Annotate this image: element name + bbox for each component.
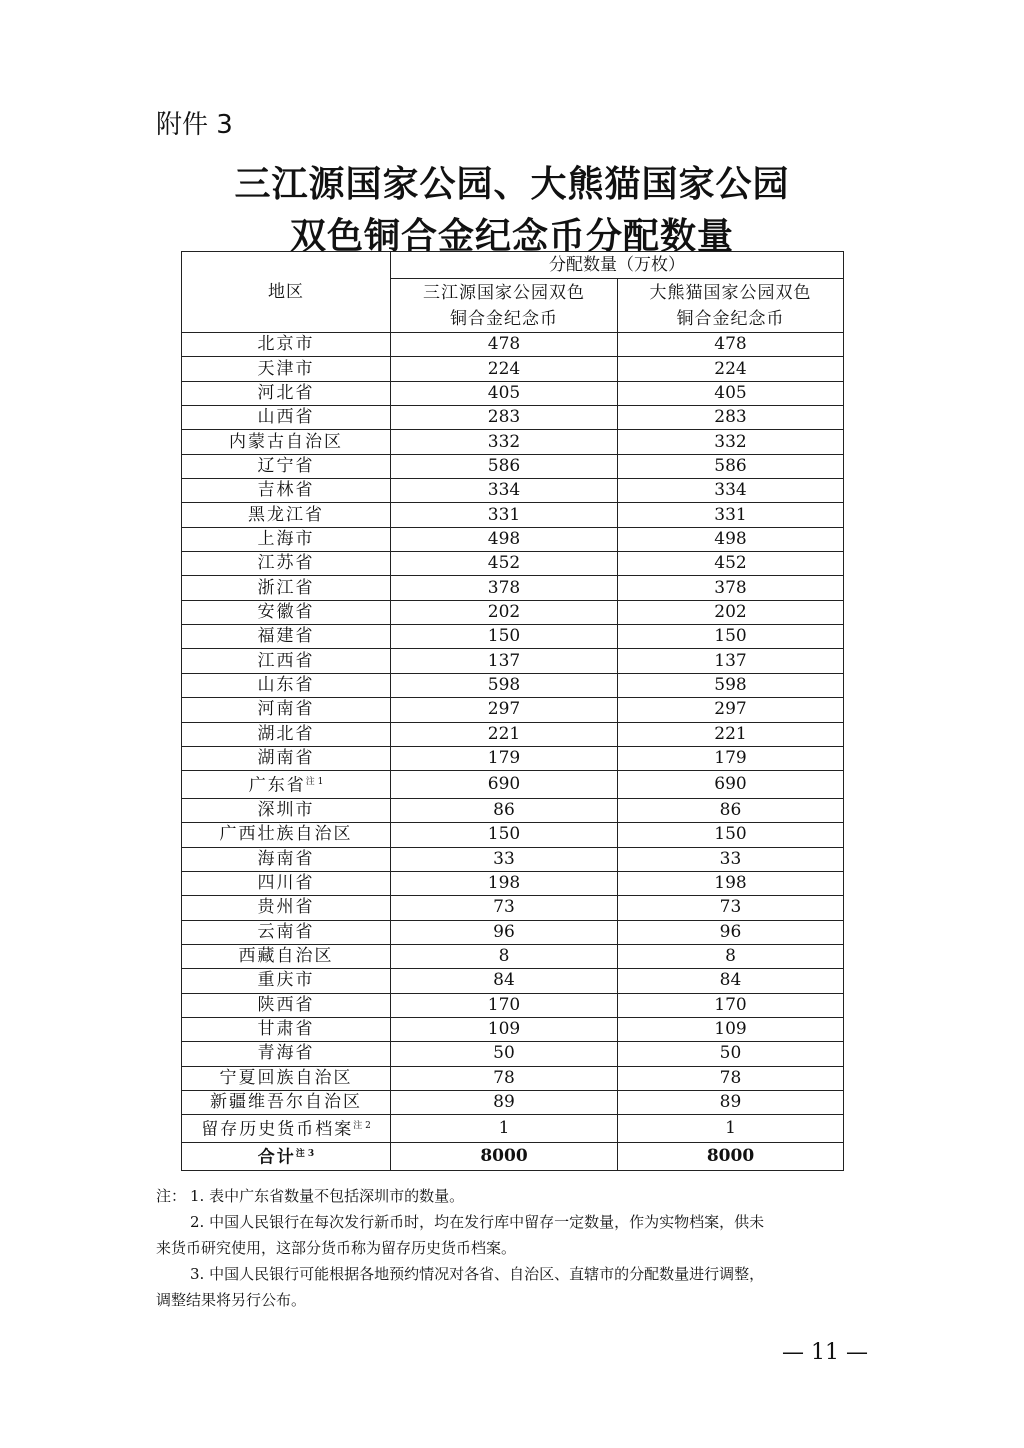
table-row (182, 771, 844, 799)
giant-panda-qty-cell: 331 (618, 503, 844, 527)
quantity-header: 分配数量（万枚） (391, 252, 844, 279)
giant-panda-qty-cell: 334 (618, 479, 844, 503)
giant-panda-qty-cell: 598 (618, 673, 844, 697)
table-row (182, 527, 844, 551)
sanjiangyuan-qty-cell: 1 (391, 1115, 618, 1143)
table-row (182, 969, 844, 993)
table-row (182, 649, 844, 673)
document-title-line1: 三江源国家公园、大熊猫国家公园 (234, 164, 790, 205)
sanjiangyuan-qty-cell: 334 (391, 479, 618, 503)
giant-panda-qty-cell: 283 (618, 406, 844, 430)
table-row (182, 1042, 844, 1066)
region-cell: 西藏自治区 (182, 944, 391, 968)
sanjiangyuan-qty-cell: 96 (391, 920, 618, 944)
giant-panda-qty-cell: 109 (618, 1017, 844, 1041)
giant-panda-qty-cell: 150 (618, 823, 844, 847)
giant-panda-qty-cell: 170 (618, 993, 844, 1017)
giant-panda-qty-cell: 137 (618, 649, 844, 673)
giant-panda-qty-cell: 1 (618, 1115, 844, 1143)
region-cell: 天津市 (182, 357, 391, 381)
region-cell: 黑龙江省 (182, 503, 391, 527)
table-row (182, 673, 844, 697)
table-row (182, 479, 844, 503)
giant-panda-qty-cell: 86 (618, 798, 844, 822)
region-cell: 江苏省 (182, 552, 391, 576)
footnote-1: 注： 1. 表中广东省数量不包括深圳市的数量。 (156, 1183, 876, 1209)
sanjiangyuan-qty-cell: 137 (391, 649, 618, 673)
table-row (182, 600, 844, 624)
giant-panda-qty-cell: 297 (618, 698, 844, 722)
region-cell: 福建省 (182, 625, 391, 649)
giant-panda-qty-cell: 150 (618, 625, 844, 649)
sanjiangyuan-qty-cell: 73 (391, 896, 618, 920)
table-row (182, 1066, 844, 1090)
sanjiangyuan-qty-cell: 297 (391, 698, 618, 722)
table-row (182, 944, 844, 968)
sanjiangyuan-qty-cell: 331 (391, 503, 618, 527)
region-cell: 山东省 (182, 673, 391, 697)
region-cell: 深圳市 (182, 798, 391, 822)
region-cell: 湖北省 (182, 722, 391, 746)
region-cell: 辽宁省 (182, 454, 391, 478)
giant-panda-qty-cell: 96 (618, 920, 844, 944)
table-row (182, 871, 844, 895)
region-cell: 四川省 (182, 871, 391, 895)
giant-panda-qty-cell: 89 (618, 1090, 844, 1114)
sanjiangyuan-qty-cell: 378 (391, 576, 618, 600)
table-row (182, 698, 844, 722)
region-cell: 广东省$^{注 1}$ (182, 771, 391, 799)
region-cell: 云南省 (182, 920, 391, 944)
footnote-ref: 注 3 (295, 1148, 315, 1159)
table-row (182, 576, 844, 600)
sanjiangyuan-qty-cell: 498 (391, 527, 618, 551)
footnote-3: 3. 中国人民银行可能根据各地预约情况对各省、自治区、直辖市的分配数量进行调整， (190, 1265, 765, 1283)
giant-panda-qty-cell: 50 (618, 1042, 844, 1066)
giant-panda-qty-cell: 586 (618, 454, 844, 478)
table-row (182, 722, 844, 746)
sanjiangyuan-qty-cell: 8 (391, 944, 618, 968)
table-row (182, 1017, 844, 1041)
giant-panda-qty-cell: 690 (618, 771, 844, 799)
sanjiangyuan-qty-cell: 179 (391, 746, 618, 770)
giant-panda-qty-cell: 179 (618, 746, 844, 770)
table-row (182, 552, 844, 576)
sanjiangyuan-qty-cell: 50 (391, 1042, 618, 1066)
sanjiangyuan-qty-cell: 283 (391, 406, 618, 430)
region-cell: 合计$^{注 3}$ (182, 1142, 391, 1170)
giant-panda-qty-cell: 221 (618, 722, 844, 746)
table-row (182, 430, 844, 454)
footnote-ref: 注 1 (305, 777, 324, 788)
region-cell: 山西省 (182, 406, 391, 430)
sanjiangyuan-qty-cell: 598 (391, 673, 618, 697)
region-cell: 河南省 (182, 698, 391, 722)
region-cell: 吉林省 (182, 479, 391, 503)
sanjiangyuan-qty-cell: 224 (391, 357, 618, 381)
giant-panda-qty-cell: 73 (618, 896, 844, 920)
sanjiangyuan-coin-header: 三江源国家公园双色 铜合金纪念币 (391, 279, 618, 333)
giant-panda-qty-cell: 8000 (618, 1142, 844, 1170)
region-cell: 湖南省 (182, 746, 391, 770)
sanjiangyuan-qty-cell: 33 (391, 847, 618, 871)
table-row (182, 798, 844, 822)
table-row (182, 746, 844, 770)
footnote-3-cont: 调整结果将另行公布。 (156, 1291, 307, 1309)
giant-panda-qty-cell: 498 (618, 527, 844, 551)
sanjiangyuan-qty-cell: 690 (391, 771, 618, 799)
region-cell: 广西壮族自治区 (182, 823, 391, 847)
table-row (182, 896, 844, 920)
region-header: 地区 (182, 252, 391, 333)
giant-panda-qty-cell: 378 (618, 576, 844, 600)
region-cell: 安徽省 (182, 600, 391, 624)
sanjiangyuan-qty-cell: 84 (391, 969, 618, 993)
table-row (182, 920, 844, 944)
footnote-2: 2. 中国人民银行在每次发行新币时，均在发行库中留存一定数量，作为实物档案，供未 (190, 1213, 765, 1231)
sanjiangyuan-qty-cell: 78 (391, 1066, 618, 1090)
giant-panda-qty-cell: 224 (618, 357, 844, 381)
region-cell: 上海市 (182, 527, 391, 551)
page-number: — 11 — (782, 1340, 868, 1365)
sanjiangyuan-qty-cell: 332 (391, 430, 618, 454)
footnote-ref: 注 2 (353, 1121, 371, 1132)
sanjiangyuan-qty-cell: 405 (391, 381, 618, 405)
sanjiangyuan-qty-cell: 170 (391, 993, 618, 1017)
table-row (182, 993, 844, 1017)
footnote-2-cont: 来货币研究使用，这部分货币称为留存历史货币档案。 (156, 1239, 517, 1257)
giant-panda-qty-cell: 78 (618, 1066, 844, 1090)
region-cell: 河北省 (182, 381, 391, 405)
region-cell: 陕西省 (182, 993, 391, 1017)
giant-panda-qty-cell: 452 (618, 552, 844, 576)
table-row (182, 381, 844, 405)
footnotes (156, 1183, 876, 1313)
region-cell: 青海省 (182, 1042, 391, 1066)
attachment-label: 附件 3 (156, 110, 233, 140)
sanjiangyuan-qty-cell: 86 (391, 798, 618, 822)
region-cell: 江西省 (182, 649, 391, 673)
giant-panda-qty-cell: 198 (618, 871, 844, 895)
region-cell: 新疆维吾尔自治区 (182, 1090, 391, 1114)
sanjiangyuan-qty-cell: 586 (391, 454, 618, 478)
region-cell: 重庆市 (182, 969, 391, 993)
sanjiangyuan-qty-cell: 452 (391, 552, 618, 576)
sanjiangyuan-qty-cell: 150 (391, 823, 618, 847)
table-row (182, 357, 844, 381)
table-row (182, 454, 844, 478)
giant-panda-qty-cell: 202 (618, 600, 844, 624)
giant-panda-qty-cell: 8 (618, 944, 844, 968)
sanjiangyuan-qty-cell: 221 (391, 722, 618, 746)
region-cell: 浙江省 (182, 576, 391, 600)
region-cell: 留存历史货币档案$^{注 2}$ (182, 1115, 391, 1143)
region-cell: 贵州省 (182, 896, 391, 920)
giant-panda-coin-header: 大熊猫国家公园双色 铜合金纪念币 (618, 279, 844, 333)
sanjiangyuan-qty-cell: 109 (391, 1017, 618, 1041)
sanjiangyuan-qty-cell: 150 (391, 625, 618, 649)
table-row (182, 625, 844, 649)
table-row (182, 1115, 844, 1143)
total-row (182, 1142, 844, 1170)
table-row (182, 333, 844, 357)
region-cell: 宁夏回族自治区 (182, 1066, 391, 1090)
table-row (182, 823, 844, 847)
sanjiangyuan-qty-cell: 478 (391, 333, 618, 357)
giant-panda-qty-cell: 478 (618, 333, 844, 357)
giant-panda-qty-cell: 84 (618, 969, 844, 993)
giant-panda-qty-cell: 332 (618, 430, 844, 454)
table-row (182, 503, 844, 527)
notes-label: 注： (156, 1187, 187, 1205)
table-row (182, 406, 844, 430)
giant-panda-qty-cell: 33 (618, 847, 844, 871)
document-title-line2: 双色铜合金纪念币分配数量 (289, 216, 734, 257)
region-cell: 内蒙古自治区 (182, 430, 391, 454)
region-cell: 甘肃省 (182, 1017, 391, 1041)
sanjiangyuan-qty-cell: 8000 (391, 1142, 618, 1170)
region-cell: 海南省 (182, 847, 391, 871)
allocation-table (181, 251, 844, 1171)
sanjiangyuan-qty-cell: 198 (391, 871, 618, 895)
sanjiangyuan-qty-cell: 202 (391, 600, 618, 624)
sanjiangyuan-qty-cell: 89 (391, 1090, 618, 1114)
table-row (182, 847, 844, 871)
giant-panda-qty-cell: 405 (618, 381, 844, 405)
region-cell: 北京市 (182, 333, 391, 357)
table-row (182, 1090, 844, 1114)
